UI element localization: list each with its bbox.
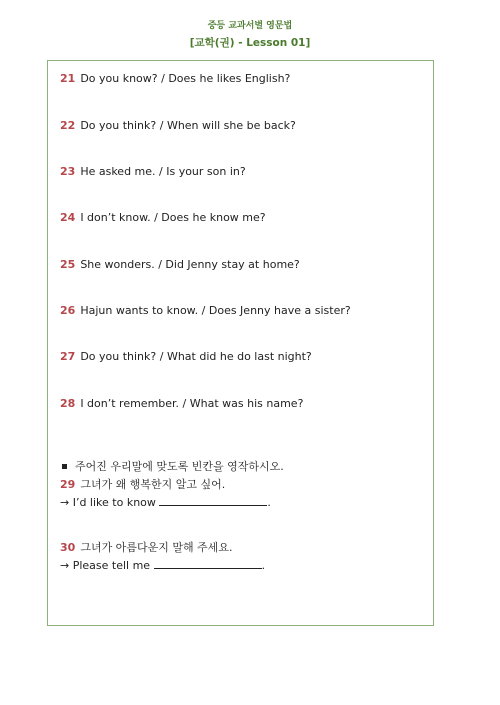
sentence-end: .	[267, 496, 271, 509]
header-title: 중등 교과서별 영문법	[207, 21, 293, 31]
instruction	[60, 460, 284, 474]
question-24	[60, 211, 266, 225]
question-30-answer	[60, 558, 265, 573]
question-number: 28	[60, 397, 76, 410]
question-25	[60, 258, 300, 272]
question-text: I don’t know. / Does he know me?	[80, 211, 266, 224]
question-number: 29	[60, 478, 76, 491]
question-number: 27	[60, 350, 76, 363]
korean-prompt: 그녀가 아름다운지 말해 주세요.	[80, 541, 233, 554]
question-21	[60, 72, 290, 86]
question-text: Do you think? / When will she be back?	[80, 119, 296, 132]
question-number: 26	[60, 304, 76, 317]
question-text: I don’t remember. / What was his name?	[80, 397, 304, 410]
question-text: Hajun wants to know. / Does Jenny have a sister?	[80, 304, 351, 317]
korean-prompt: 그녀가 왜 행복한지 알고 싶어.	[80, 478, 226, 491]
question-text: She wonders. / Did Jenny stay at home?	[80, 258, 300, 271]
question-number: 25	[60, 258, 76, 271]
english-prompt: → Please tell me	[60, 559, 151, 572]
question-number: 30	[60, 541, 76, 554]
answer-blank[interactable]	[159, 495, 267, 506]
instruction-text: 주어진 우리말에 맞도록 빈칸을 영작하시오.	[75, 460, 284, 473]
question-28	[60, 397, 303, 411]
question-29-answer	[60, 495, 271, 510]
question-30-korean	[60, 541, 232, 555]
question-22	[60, 119, 296, 133]
english-prompt: → I’d like to know	[60, 496, 156, 509]
question-27	[60, 350, 312, 364]
sentence-end: .	[261, 559, 266, 572]
question-text: Do you think? / What did he do last night?	[80, 350, 312, 363]
page-header	[0, 20, 500, 50]
question-text: Do you know? / Does he likes English?	[80, 72, 291, 85]
question-number: 24	[60, 211, 76, 224]
square-bullet-icon	[62, 464, 67, 469]
question-26	[60, 304, 351, 318]
question-number: 22	[60, 119, 76, 132]
question-text: He asked me. / Is your son in?	[80, 165, 246, 178]
question-number: 23	[60, 165, 76, 178]
header-lesson: [교학(권) - Lesson 01]	[189, 37, 311, 49]
answer-blank[interactable]	[154, 558, 262, 569]
question-29-korean	[60, 478, 225, 492]
question-23	[60, 165, 246, 179]
question-number: 21	[60, 72, 76, 85]
